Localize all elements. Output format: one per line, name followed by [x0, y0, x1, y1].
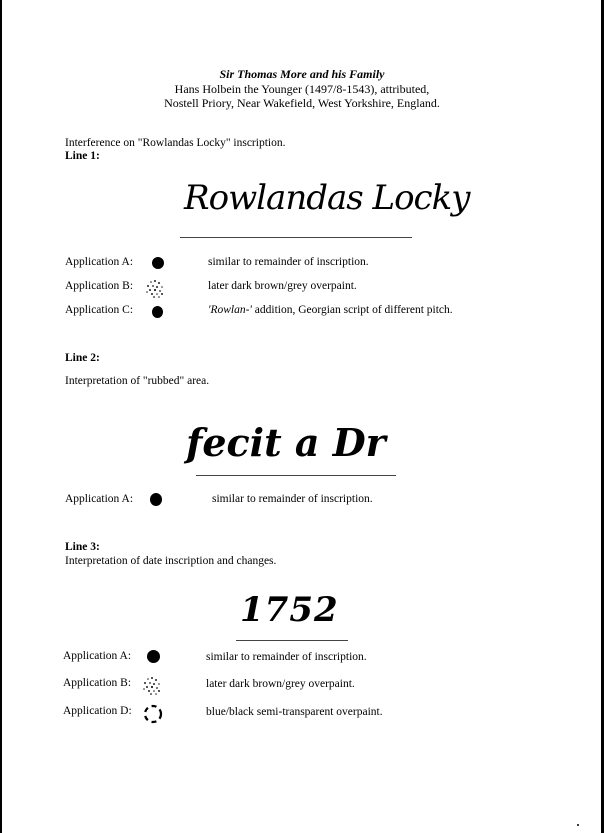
line3-row-d-desc: blue/black semi-transparent overpaint. — [206, 706, 383, 718]
application-c-dot-icon — [152, 306, 163, 318]
line2-subtitle: Interpretation of "rubbed" area. — [65, 375, 210, 387]
line1-heading: Line 1: — [65, 150, 100, 162]
application-a-dot-icon — [147, 650, 160, 663]
line3-row-d-label: Application D: — [63, 705, 132, 717]
line1-row-c-desc — [208, 304, 453, 316]
line2-heading: Line 2: — [65, 352, 100, 364]
line3-baseline — [236, 640, 348, 641]
application-b-speckled-icon — [141, 675, 163, 697]
line3-subtitle: Interpretation of date inscription and changes. — [65, 555, 277, 567]
artist-attribution: Hans Holbein the Younger (1497/8-1543), attributed, — [174, 82, 430, 96]
line1-row-a-desc: similar to remainder of inscription. — [208, 256, 369, 268]
line3-heading: Line 3: — [65, 541, 100, 553]
line2-baseline — [196, 475, 396, 476]
line3-row-a-label: Application A: — [63, 650, 132, 662]
line1-row-b-label: Application B: — [65, 280, 134, 292]
line1-row-c-label: Application C: — [65, 304, 134, 316]
application-a-dot-icon — [150, 493, 162, 506]
line1-row-b-desc: later dark brown/grey overpaint. — [208, 280, 357, 292]
line2-row-a-desc: similar to remainder of inscription. — [212, 493, 373, 505]
line1-row-a-label: Application A: — [65, 256, 134, 268]
line3-row-b-desc: later dark brown/grey overpaint. — [206, 678, 355, 690]
location-line: Nostell Priory, Near Wakefield, West Yorkshire, England. — [164, 96, 440, 110]
line1-row-c-desc-text: addition, Georgian script of different pitch. — [251, 304, 453, 316]
line1-baseline — [180, 237, 412, 238]
line3-inscription-script: 1752 — [240, 590, 339, 630]
document-title: Sir Thomas More and his Family — [219, 67, 385, 81]
line2-inscription-script: fecit a Dr — [186, 420, 386, 465]
line1-row-c-desc-emphasis: 'Rowlan-' — [208, 304, 252, 316]
line1-inscription-script: Rowlandas Locky — [184, 178, 470, 218]
line3-row-a-desc: similar to remainder of inscription. — [206, 651, 367, 663]
application-d-ring-icon — [141, 702, 165, 726]
page-edge-left — [0, 0, 2, 833]
line2-row-a-label: Application A: — [65, 493, 134, 505]
page-mark — [577, 824, 579, 826]
application-a-dot-icon — [152, 257, 164, 269]
line3-row-b-label: Application B: — [63, 677, 132, 689]
intro-text: Interference on "Rowlandas Locky" inscription. — [65, 137, 286, 149]
application-b-speckled-icon — [144, 278, 166, 300]
